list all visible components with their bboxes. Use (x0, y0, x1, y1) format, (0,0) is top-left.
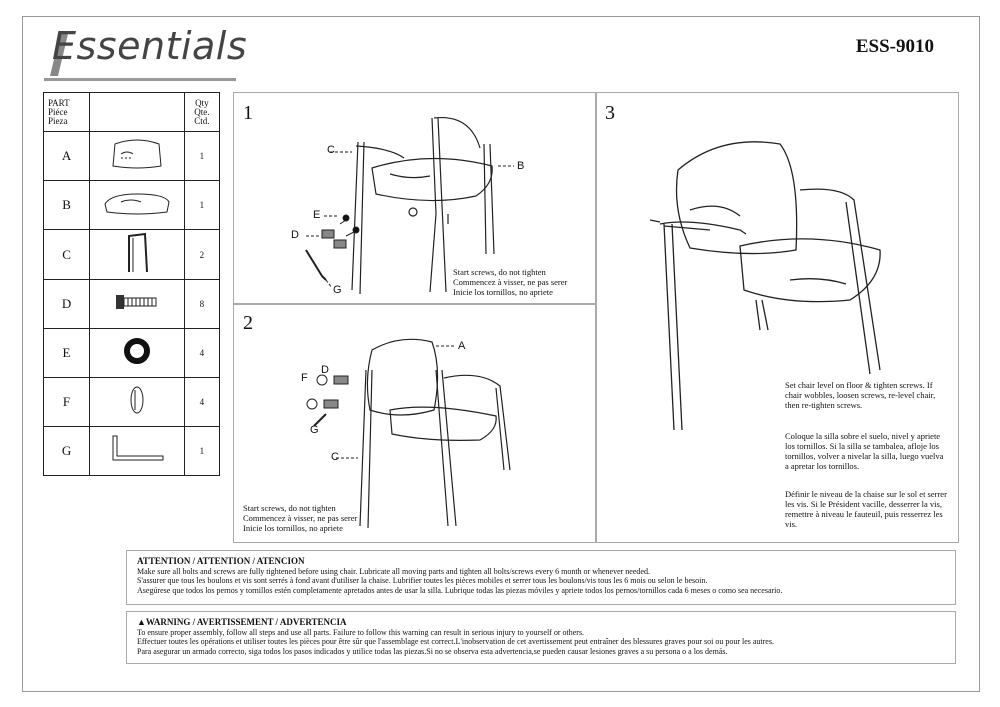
step-1-number: 1 (243, 102, 253, 124)
step-2-label-f: F (301, 372, 308, 384)
step-1-label-g: G (333, 284, 342, 296)
step-1-label-d: D (291, 229, 299, 241)
step-2-label-a: A (458, 340, 466, 352)
step-3-note-en: Set chair level on floor & tighten screws. If chair wobbles, loosen screws, re-level chair, then re-tighten screws. (785, 380, 936, 410)
seat-cushion-icon (101, 188, 173, 218)
step-1-label-b: B (517, 160, 525, 172)
part-row: G 1 (44, 427, 220, 476)
part-row: E 4 (44, 329, 220, 378)
warning-title: ▲WARNING / AVERTISSEMENT / ADVERTENCIA (137, 617, 347, 627)
part-row: A 1 (44, 132, 220, 181)
step-3-note-es: Coloque la silla sobre el suelo, nivel y apriete los tornillos. Si la silla se tambalea, afloje los tornillos, volver a nivelar la silla, luego vuelva a apretar los tornillos. (785, 431, 944, 471)
model-number: ESS-9010 (855, 36, 934, 57)
qty-header: Qty Qte. Ctd. (184, 93, 219, 132)
part-row: F 4 (44, 378, 220, 427)
step-3-note-fr: Définir le niveau de la chaise sur le sol et serrer les vis. Si le Président vacille, desserrer la vis, remettre à niveau le fauteuil, puis resserrez les vis. (785, 489, 947, 529)
warning-box: ▲WARNING / AVERTISSEMENT / ADVERTENCIA To ensure proper assembly, follow all steps and use all parts. Failure to follow this warning can result in serious injury to yourself or others. Effectuer toutes les opérations et utiliser toutes les pièces pour être sûr que l'assemblage est correct.L'inobservation de cet avertissement peut entraîner des blessures graves pour soi ou pour les autres. Para asegurar un armado correcto, siga todos los pasos indicados y utilice todas las piezas.Si no se observa esta advertencia,se pueden causar lesiones graves a su persona o a los demás. (126, 611, 956, 664)
step-3-number: 3 (605, 102, 615, 124)
cap-icon (127, 384, 147, 416)
attention-box: ATTENTION / ATTENTION / ATENCION Make sure all bolts and screws are fully tightened before using chair. Lubricate all moving parts and tighten all bolts/screws every 6 month or whenever needed. S'assurer que tous les boulons et vis sont serrés à fond avant d'utiliser la chaise. Lubrifier toutes les pièces mobiles et serrer tous les boulons/vis tous les 6 mois ou selon le besoin. Asegúrese que todos los pernos y tornillos estén completamente apretados antes de usar la silla. Lubrique todas las piezas móviles y apriete todos los pernos/tornillos cada 6 meses o como sea necesario. (126, 550, 956, 605)
step-2-label-g: G (310, 424, 319, 436)
step-2-note: Start screws, do not tighten Commencez à visser, ne pas serer Inicie los tornillos, no apriete (243, 503, 358, 533)
part-header: PART Piéce Pieza (44, 93, 90, 132)
step-1-label-e: E (313, 209, 321, 221)
backrest-icon (107, 136, 167, 172)
allen-key-icon (107, 432, 167, 466)
bolt-icon (112, 292, 162, 312)
step-2-label-c: C (331, 451, 339, 463)
arm-frame-icon (117, 230, 157, 274)
step-2-label-d: D (321, 364, 329, 376)
parts-table (43, 92, 220, 474)
brand-name: Essentials (52, 24, 248, 68)
step-2-illustration (300, 330, 530, 530)
warning-triangle-icon: ▲ (137, 617, 146, 627)
part-row: D 8 (44, 280, 220, 329)
attention-title: ATTENTION / ATTENTION / ATENCION (137, 556, 305, 566)
step-1-note: Start screws, do not tighten Commencez à visser, ne pas serer Inicie los tornillos, no apriete (453, 267, 568, 297)
step-1-label-c: C (327, 144, 335, 156)
part-row: B 1 (44, 181, 220, 230)
step-2-number: 2 (243, 312, 253, 334)
washer-icon (122, 336, 152, 366)
part-row: C 2 (44, 230, 220, 280)
